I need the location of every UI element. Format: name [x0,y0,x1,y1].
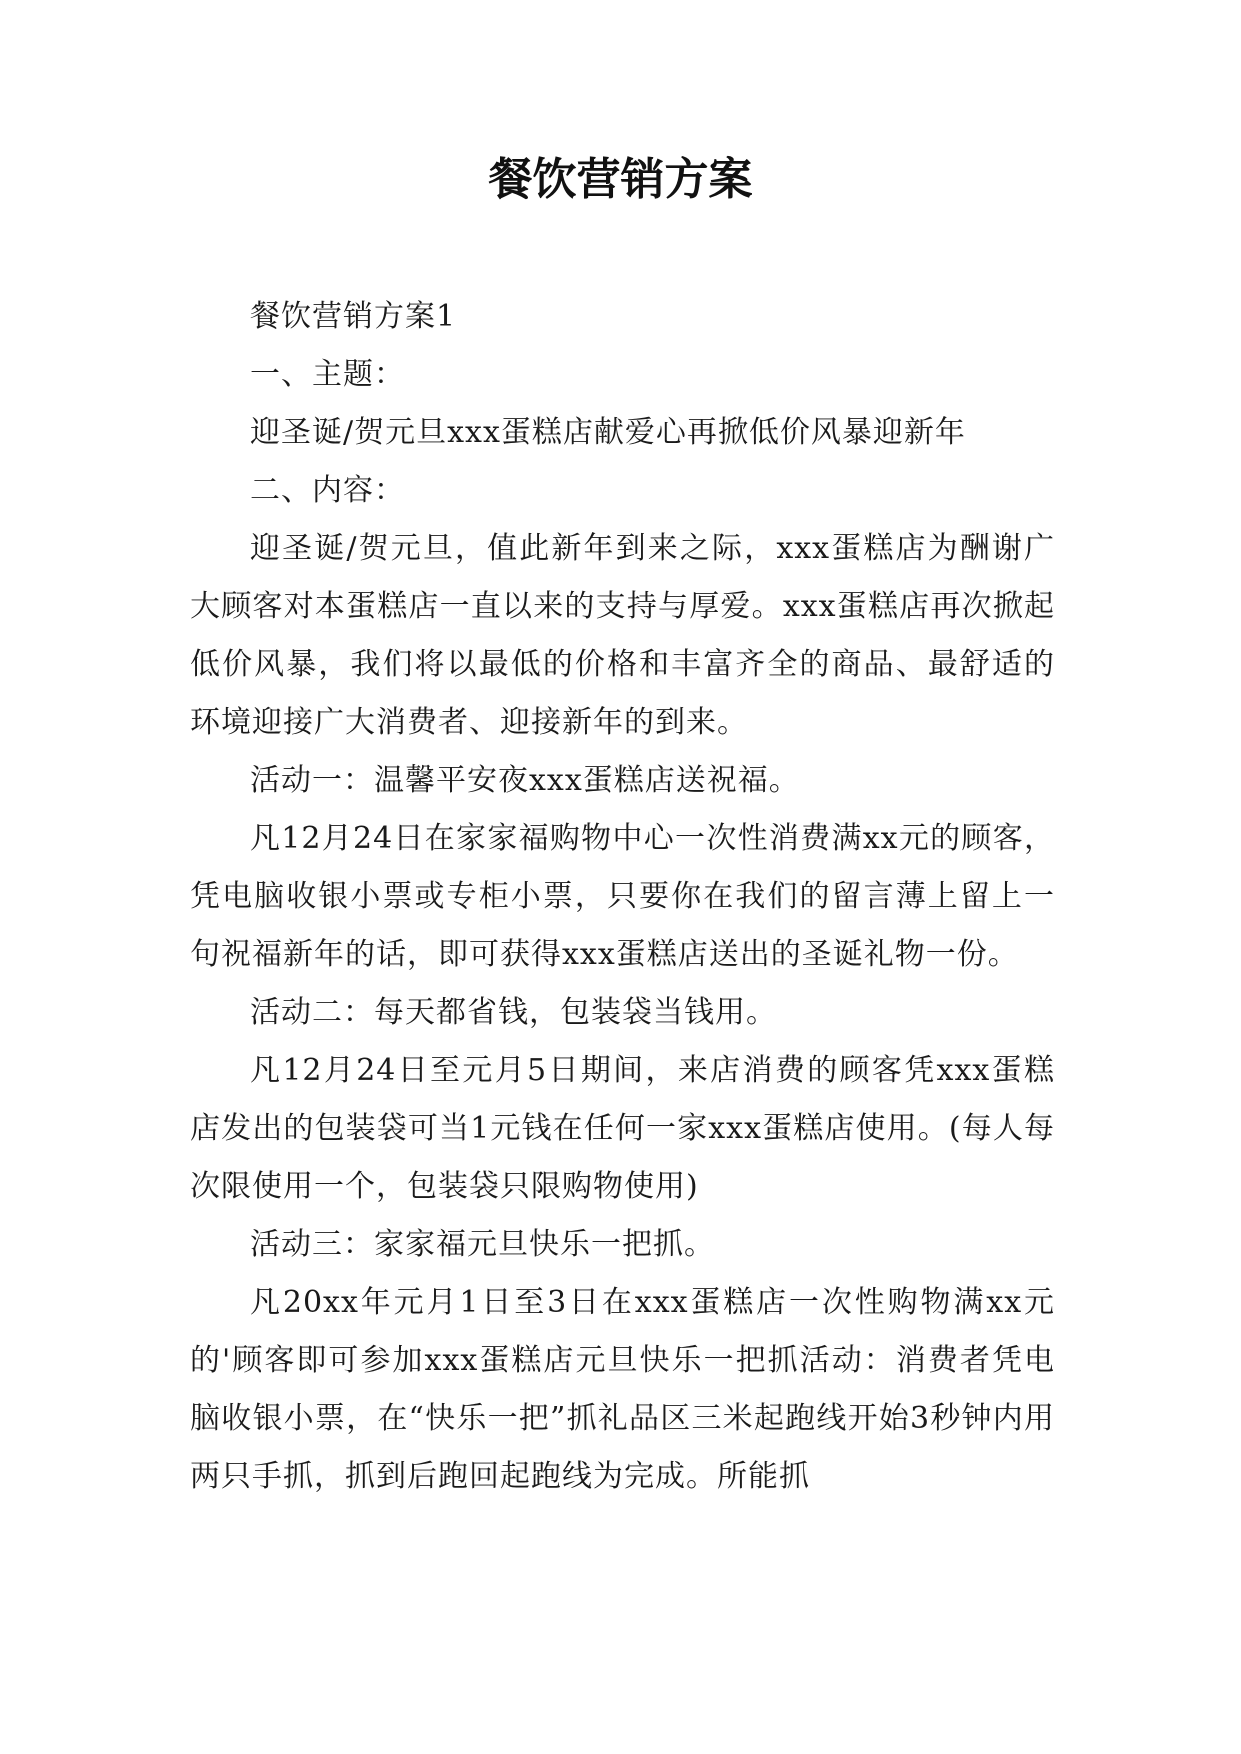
subheading-theme: 一、主题： [250,357,405,392]
activity-one-heading: 活动一：温馨平安夜xxx蛋糕店送祝福。 [250,763,800,798]
activity-one-paragraph: 凡12月24日在家家福购物中心一次性消费满xx元的顾客，凭电脑收银小票或专柜小票，只要你在我们的留言薄上留上一句祝福新年的话，即可获得xxx蛋糕店送出的圣诞礼物一份。 [190,821,1055,972]
document-body [190,288,1055,1506]
activity-three-paragraph: 凡20xx年元月1日至3日在xxx蛋糕店一次性购物满xx元的'顾客即可参加xxx蛋糕店元旦快乐一把抓活动：消费者凭电脑收银小票，在“快乐一把”抓礼品区三米起跑线开始3秒钟内用两只手抓，抓到后跑回起跑线为完成。所能抓 [190,1285,1055,1494]
subheading-content: 二、内容： [250,473,405,508]
activity-two-heading: 活动二：每天都省钱，包装袋当钱用。 [250,995,777,1030]
section-heading: 餐饮营销方案1 [250,299,457,334]
theme-text: 迎圣诞/贺元旦xxx蛋糕店献爱心再掀低价风暴迎新年 [250,415,966,450]
activity-three-heading: 活动三：家家福元旦快乐一把抓。 [250,1227,715,1262]
content-paragraph: 迎圣诞/贺元旦，值此新年到来之际，xxx蛋糕店为酬谢广大顾客对本蛋糕店一直以来的支持与厚爱。xxx蛋糕店再次掀起低价风暴，我们将以最低的价格和丰富齐全的商品、最舒适的环境迎接广大消费者、迎接新年的到来。 [190,531,1055,740]
activity-two-paragraph: 凡12月24日至元月5日期间，来店消费的顾客凭xxx蛋糕店发出的包装袋可当1元钱在任何一家xxx蛋糕店使用。(每人每次限使用一个，包装袋只限购物使用) [190,1053,1055,1204]
document-title: 餐饮营销方案 [488,154,753,205]
